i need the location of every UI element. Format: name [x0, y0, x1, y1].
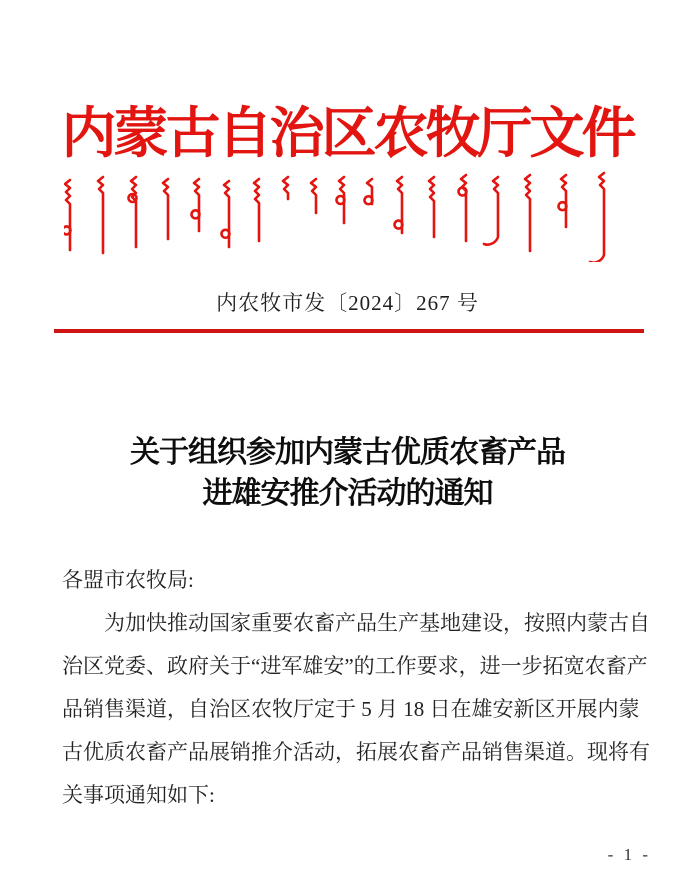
paragraph-line: 古优质农畜产品展销推介活动，拓展农畜产品销售渠道。现将有 [62, 740, 650, 764]
paragraph-line: 关事项通知如下: [62, 783, 215, 807]
doc-number: 内农牧市发〔2024〕267 号 [216, 291, 479, 315]
document-title-line2: 进雄安推介活动的通知 [202, 477, 493, 510]
mongolian-script [64, 170, 624, 262]
paragraph-line: 品销售渠道，自治区农牧厅定于 5 月 18 日在雄安新区开展内蒙 [62, 697, 640, 721]
salutation: 各盟市农牧局: [62, 568, 194, 592]
document-title-line1: 关于组织参加内蒙古优质农畜产品 [130, 436, 565, 469]
red-divider [54, 329, 644, 333]
org-header-title: 内蒙古自治区农牧厅文件 [61, 103, 634, 164]
paragraph-line: 为加快推动国家重要农畜产品生产基地建设，按照内蒙古自 [104, 611, 650, 635]
page-number: - 1 - [607, 845, 651, 864]
paragraph-line: 治区党委、政府关于“进军雄安”的工作要求，进一步拓宽农畜产 [62, 654, 648, 678]
body-paragraph [62, 559, 650, 817]
document-title [0, 432, 695, 514]
